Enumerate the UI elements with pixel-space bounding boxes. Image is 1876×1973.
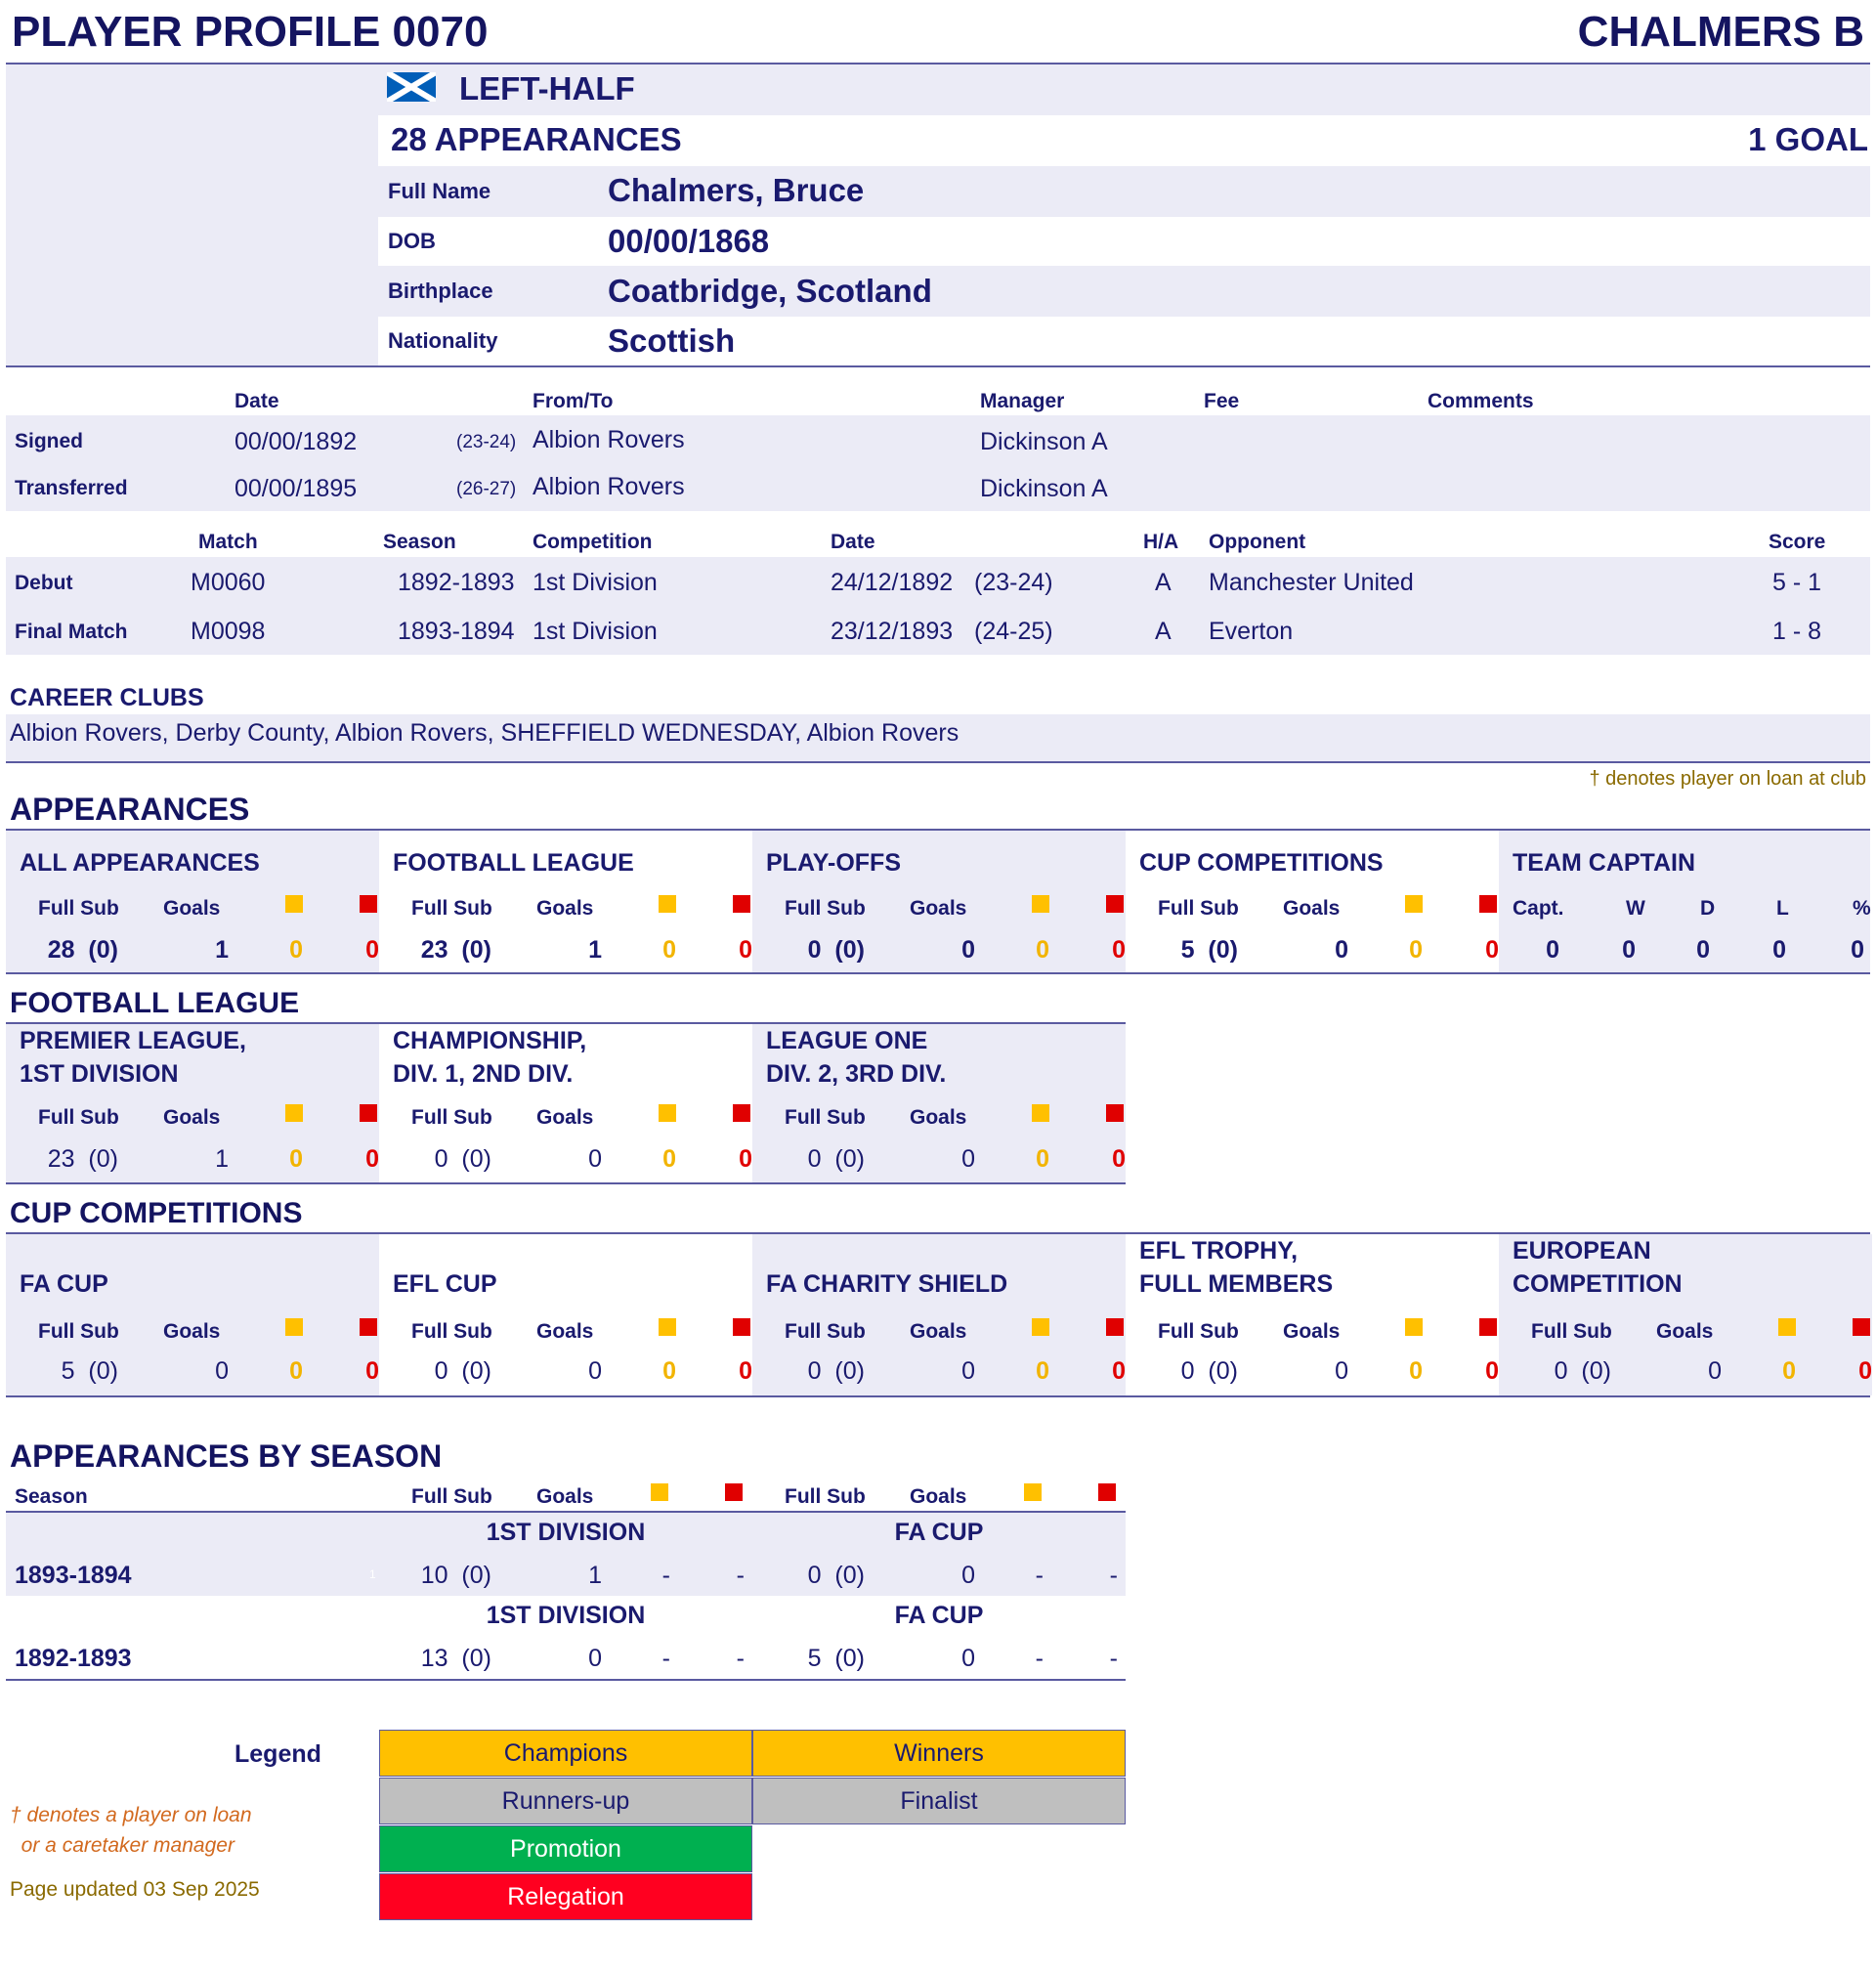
- transfer-manager: Dickinson A: [980, 428, 1108, 455]
- goals-value: 0: [1708, 1357, 1722, 1385]
- stat-block: [6, 831, 379, 972]
- match-opponent: Everton: [1209, 618, 1294, 645]
- stat-block-label: CUP COMPETITIONS: [1139, 849, 1384, 877]
- red-cards-value: 0: [1112, 936, 1126, 964]
- full-sub-header: Full Sub: [411, 897, 492, 920]
- yellow-cards-value: 0: [662, 1357, 676, 1385]
- full-sub-header: Full Sub: [38, 1106, 119, 1129]
- section-title: FOOTBALL LEAGUE: [10, 987, 300, 1019]
- section-title: APPEARANCES BY SEASON: [10, 1438, 443, 1474]
- yellow-cards-value: 0: [662, 936, 676, 964]
- competition-name: FA CUP: [894, 1519, 984, 1546]
- photo-placeholder: [6, 64, 378, 365]
- field-label: DOB: [388, 229, 436, 253]
- full-sub-value: 5 (0): [807, 1645, 865, 1672]
- col-header: Opponent: [1209, 531, 1306, 553]
- yellow-card-icon: [1405, 895, 1423, 913]
- match-score: 5 - 1: [1772, 569, 1822, 596]
- full-sub-value: 0 (0): [1180, 1357, 1238, 1385]
- captain-header: W: [1626, 897, 1645, 920]
- goals-value: 0: [961, 936, 975, 964]
- goals-header: Goals: [1656, 1320, 1714, 1343]
- red-cards-value: 0: [365, 1357, 379, 1385]
- captain-header: D: [1700, 897, 1716, 920]
- yellow-card-icon: [651, 1483, 668, 1501]
- col-header: Date: [234, 390, 279, 412]
- red-card-icon: [733, 1318, 750, 1336]
- legend-title: Legend: [234, 1740, 321, 1768]
- match-competition: 1st Division: [533, 618, 658, 645]
- red-card-icon: [733, 1104, 750, 1122]
- captain-value: 0: [1851, 936, 1864, 964]
- yellow-cards-value: 0: [1036, 1145, 1049, 1173]
- full-sub-header: Full Sub: [785, 897, 866, 920]
- legend-item-champions: Champions: [379, 1730, 752, 1777]
- age-range: (23-24): [456, 432, 517, 452]
- age-range: (24-25): [974, 618, 1053, 645]
- col-header: Fee: [1204, 390, 1240, 412]
- stat-block: [6, 1024, 379, 1182]
- career-clubs-list: Albion Rovers, Derby County, Albion Rovers, SHEFFIELD WEDNESDAY, Albion Rovers: [10, 719, 959, 747]
- goals-header: Goals: [910, 1485, 967, 1508]
- match-venue: A: [1155, 618, 1172, 645]
- goals-value: 1: [215, 936, 229, 964]
- legend-item-promotion: Promotion: [379, 1825, 752, 1872]
- col-header: Season: [15, 1485, 88, 1508]
- stat-block-label: FOOTBALL LEAGUE: [393, 849, 634, 877]
- yellow-card-icon: [285, 895, 303, 913]
- red-card-icon: [725, 1483, 743, 1501]
- full-sub-value: 28 (0): [47, 936, 118, 964]
- col-header: Comments: [1428, 390, 1534, 412]
- transfer-date: 00/00/1895: [234, 475, 358, 502]
- legend-item-finalist: Finalist: [752, 1778, 1126, 1824]
- yellow-card-icon: [659, 1104, 676, 1122]
- goals-header: Goals: [163, 897, 221, 920]
- yellow-cards-value: 0: [289, 1145, 303, 1173]
- yellow-card-icon: [285, 1104, 303, 1122]
- yellow-cards-value: -: [1035, 1562, 1044, 1589]
- full-sub-value: 0 (0): [434, 1357, 491, 1385]
- legend-note: † denotes a player on loan or a caretaker manager: [10, 1804, 252, 1857]
- red-cards-value: -: [1109, 1645, 1118, 1672]
- col-header: Competition: [533, 531, 653, 553]
- goals-header: Goals: [1283, 1320, 1341, 1343]
- red-cards-value: 0: [739, 936, 752, 964]
- stat-block: [752, 1024, 1126, 1182]
- yellow-card-icon: [1778, 1318, 1796, 1336]
- red-card-icon: [360, 1104, 377, 1122]
- full-sub-value: 0 (0): [807, 1562, 865, 1589]
- yellow-cards-value: -: [1035, 1645, 1044, 1672]
- full-sub-value: 23 (0): [47, 1145, 118, 1173]
- full-sub-value: 0 (0): [434, 1145, 491, 1173]
- season-label: 1892-1893: [15, 1645, 132, 1672]
- red-cards-value: -: [736, 1645, 745, 1672]
- yellow-cards-value: 0: [1036, 1357, 1049, 1385]
- goals-header: Goals: [910, 897, 967, 920]
- captain-value: 0: [1622, 936, 1636, 964]
- goals-value: 0: [588, 1145, 602, 1173]
- page-updated: Page updated 03 Sep 2025: [10, 1878, 260, 1901]
- transfer-manager: Dickinson A: [980, 475, 1108, 502]
- yellow-card-icon: [1032, 895, 1049, 913]
- field-value: Scottish: [608, 322, 736, 359]
- stat-block-label: LEAGUE ONE DIV. 2, 3RD DIV.: [766, 1027, 947, 1088]
- goals-header: Goals: [1283, 897, 1341, 920]
- transfer-club: Albion Rovers: [533, 473, 685, 500]
- full-sub-value: 10 (0): [420, 1562, 491, 1589]
- full-sub-value: 5 (0): [1180, 936, 1238, 964]
- goals-total: 1 GOAL: [1748, 121, 1868, 157]
- stat-block: [379, 1024, 752, 1182]
- yellow-cards-value: -: [661, 1645, 670, 1672]
- col-header: Match: [198, 531, 258, 553]
- col-header: H/A: [1143, 531, 1179, 553]
- red-cards-value: 0: [739, 1357, 752, 1385]
- yellow-cards-value: 0: [1409, 936, 1423, 964]
- yellow-card-icon: [285, 1318, 303, 1336]
- red-card-icon: [1098, 1483, 1116, 1501]
- full-sub-header: Full Sub: [411, 1106, 492, 1129]
- field-label: Full Name: [388, 179, 491, 203]
- yellow-card-icon: [1032, 1318, 1049, 1336]
- stat-block-label: PLAY-OFFS: [766, 849, 901, 877]
- match-date: 24/12/1892: [831, 569, 954, 596]
- full-sub-header: Full Sub: [411, 1485, 492, 1508]
- captain-header: L: [1776, 897, 1789, 920]
- goals-value: 0: [961, 1645, 975, 1672]
- goals-header: Goals: [163, 1320, 221, 1343]
- goals-header: Goals: [536, 1106, 594, 1129]
- stat-block-label: EFL CUP: [393, 1270, 497, 1298]
- full-sub-header: Full Sub: [411, 1320, 492, 1343]
- row-label: Signed: [15, 430, 84, 452]
- red-cards-value: 0: [365, 936, 379, 964]
- red-cards-value: 0: [365, 1145, 379, 1173]
- col-header: Manager: [980, 390, 1065, 412]
- yellow-card-icon: [1024, 1483, 1042, 1501]
- appearances-total: 28 APPEARANCES: [391, 121, 682, 157]
- goals-value: 0: [215, 1357, 229, 1385]
- goals-header: Goals: [910, 1106, 967, 1129]
- yellow-card-icon: [659, 1318, 676, 1336]
- season-marker: 1: [369, 1567, 376, 1581]
- full-sub-value: 13 (0): [420, 1645, 491, 1672]
- match-season: 1892-1893: [398, 569, 515, 596]
- match-venue: A: [1155, 569, 1172, 596]
- age-range: (23-24): [974, 569, 1053, 596]
- loan-note: † denotes player on loan at club: [1589, 768, 1866, 790]
- col-header: Date: [831, 531, 875, 553]
- match-date: 23/12/1893: [831, 618, 954, 645]
- goals-value: 1: [588, 936, 602, 964]
- goals-value: 1: [215, 1145, 229, 1173]
- goals-value: 0: [588, 1357, 602, 1385]
- stat-block-label: EFL TROPHY, FULL MEMBERS: [1139, 1237, 1334, 1298]
- col-header: Score: [1769, 531, 1826, 553]
- field-value: Coatbridge, Scotland: [608, 273, 932, 309]
- stat-block-label: FA CUP: [20, 1270, 108, 1298]
- full-sub-header: Full Sub: [785, 1320, 866, 1343]
- page-title: PLAYER PROFILE 0070: [12, 8, 489, 56]
- stat-block: [379, 831, 752, 972]
- goals-header: Goals: [163, 1106, 221, 1129]
- field-value: 00/00/1868: [608, 223, 770, 259]
- goals-header: Goals: [536, 1320, 594, 1343]
- goals-value: 0: [961, 1145, 975, 1173]
- goals-value: 0: [1335, 936, 1348, 964]
- section-title: CUP COMPETITIONS: [10, 1197, 303, 1229]
- season-label: 1893-1894: [15, 1562, 132, 1589]
- stat-block: [1499, 1234, 1872, 1395]
- red-card-icon: [360, 895, 377, 913]
- yellow-cards-value: -: [661, 1562, 670, 1589]
- red-card-icon: [1106, 1104, 1124, 1122]
- red-card-icon: [1106, 1318, 1124, 1336]
- yellow-card-icon: [659, 895, 676, 913]
- yellow-card-icon: [1405, 1318, 1423, 1336]
- goals-value: 0: [588, 1645, 602, 1672]
- red-card-icon: [1106, 895, 1124, 913]
- red-cards-value: -: [736, 1562, 745, 1589]
- full-sub-header: Full Sub: [1158, 1320, 1239, 1343]
- row-label: Transferred: [15, 477, 128, 499]
- full-sub-header: Full Sub: [1158, 897, 1239, 920]
- match-id: M0098: [191, 618, 266, 645]
- full-sub-value: 23 (0): [420, 936, 491, 964]
- yellow-cards-value: 0: [1036, 936, 1049, 964]
- transfer-date: 00/00/1892: [234, 428, 358, 455]
- red-card-icon: [733, 895, 750, 913]
- stat-block-label: FA CHARITY SHIELD: [766, 1270, 1008, 1298]
- match-id: M0060: [191, 569, 266, 596]
- col-header: From/To: [533, 390, 614, 412]
- goals-value: 1: [588, 1562, 602, 1589]
- player-position: LEFT-HALF: [459, 70, 635, 107]
- stat-block: [1126, 1234, 1499, 1395]
- match-competition: 1st Division: [533, 569, 658, 596]
- player-short-name: CHALMERS B: [1577, 8, 1864, 56]
- yellow-cards-value: 0: [662, 1145, 676, 1173]
- red-cards-value: 0: [1485, 936, 1499, 964]
- red-cards-value: -: [1109, 1562, 1118, 1589]
- goals-value: 0: [961, 1357, 975, 1385]
- red-card-icon: [1853, 1318, 1870, 1336]
- full-sub-value: 0 (0): [807, 1145, 865, 1173]
- full-sub-header: Full Sub: [785, 1106, 866, 1129]
- stat-block-label: TEAM CAPTAIN: [1513, 849, 1696, 877]
- yellow-cards-value: 0: [1782, 1357, 1796, 1385]
- match-opponent: Manchester United: [1209, 569, 1414, 596]
- competition-name: FA CUP: [894, 1602, 984, 1629]
- captain-value: 0: [1546, 936, 1559, 964]
- red-card-icon: [360, 1318, 377, 1336]
- full-sub-value: 0 (0): [1554, 1357, 1611, 1385]
- legend-item-winners: Winners: [752, 1730, 1126, 1777]
- captain-value: 0: [1772, 936, 1786, 964]
- stat-block: [752, 1234, 1126, 1395]
- full-sub-header: Full Sub: [785, 1485, 866, 1508]
- red-cards-value: 0: [1485, 1357, 1499, 1385]
- yellow-cards-value: 0: [289, 936, 303, 964]
- field-value: Chalmers, Bruce: [608, 172, 865, 208]
- row-label: Final Match: [15, 621, 128, 643]
- scotland-flag-icon: [387, 72, 436, 102]
- legend-item-relegation: Relegation: [379, 1873, 752, 1920]
- full-sub-value: 5 (0): [61, 1357, 118, 1385]
- captain-header: Capt.: [1513, 897, 1564, 920]
- red-card-icon: [1479, 1318, 1497, 1336]
- red-cards-value: 0: [739, 1145, 752, 1173]
- red-cards-value: 0: [1858, 1357, 1872, 1385]
- goals-header: Goals: [536, 1485, 594, 1508]
- red-card-icon: [1479, 895, 1497, 913]
- full-sub-value: 0 (0): [807, 936, 865, 964]
- field-label: Birthplace: [388, 279, 493, 303]
- full-sub-header: Full Sub: [1531, 1320, 1612, 1343]
- full-sub-value: 0 (0): [807, 1357, 865, 1385]
- goals-value: 0: [961, 1562, 975, 1589]
- row-label: Debut: [15, 572, 73, 594]
- captain-header: %: [1853, 897, 1871, 920]
- yellow-cards-value: 0: [289, 1357, 303, 1385]
- competition-name: 1ST DIVISION: [486, 1602, 646, 1629]
- red-cards-value: 0: [1112, 1357, 1126, 1385]
- col-header: Season: [383, 531, 456, 553]
- transfer-club: Albion Rovers: [533, 426, 685, 453]
- goals-header: Goals: [536, 897, 594, 920]
- match-score: 1 - 8: [1772, 618, 1822, 645]
- stat-block-label: ALL APPEARANCES: [20, 849, 260, 877]
- legend-item-runners-up: Runners-up: [379, 1778, 752, 1824]
- captain-value: 0: [1696, 936, 1710, 964]
- competition-name: 1ST DIVISION: [486, 1519, 646, 1546]
- goals-header: Goals: [910, 1320, 967, 1343]
- career-clubs-title: CAREER CLUBS: [10, 684, 204, 711]
- red-cards-value: 0: [1112, 1145, 1126, 1173]
- field-label: Nationality: [388, 328, 498, 353]
- stat-block-label: PREMIER LEAGUE, 1ST DIVISION: [20, 1027, 246, 1088]
- age-range: (26-27): [456, 479, 517, 499]
- stat-block: [752, 831, 1126, 972]
- stat-block: [379, 1234, 752, 1395]
- stat-block-label: EUROPEAN COMPETITION: [1513, 1237, 1683, 1298]
- captain-block: [1499, 831, 1870, 972]
- match-season: 1893-1894: [398, 618, 515, 645]
- goals-value: 0: [1335, 1357, 1348, 1385]
- stat-block-label: CHAMPIONSHIP, DIV. 1, 2ND DIV.: [393, 1027, 587, 1088]
- yellow-cards-value: 0: [1409, 1357, 1423, 1385]
- stat-block: [6, 1234, 379, 1395]
- yellow-card-icon: [1032, 1104, 1049, 1122]
- stat-block: [1126, 831, 1499, 972]
- full-sub-header: Full Sub: [38, 1320, 119, 1343]
- full-sub-header: Full Sub: [38, 897, 119, 920]
- section-title: APPEARANCES: [10, 792, 250, 827]
